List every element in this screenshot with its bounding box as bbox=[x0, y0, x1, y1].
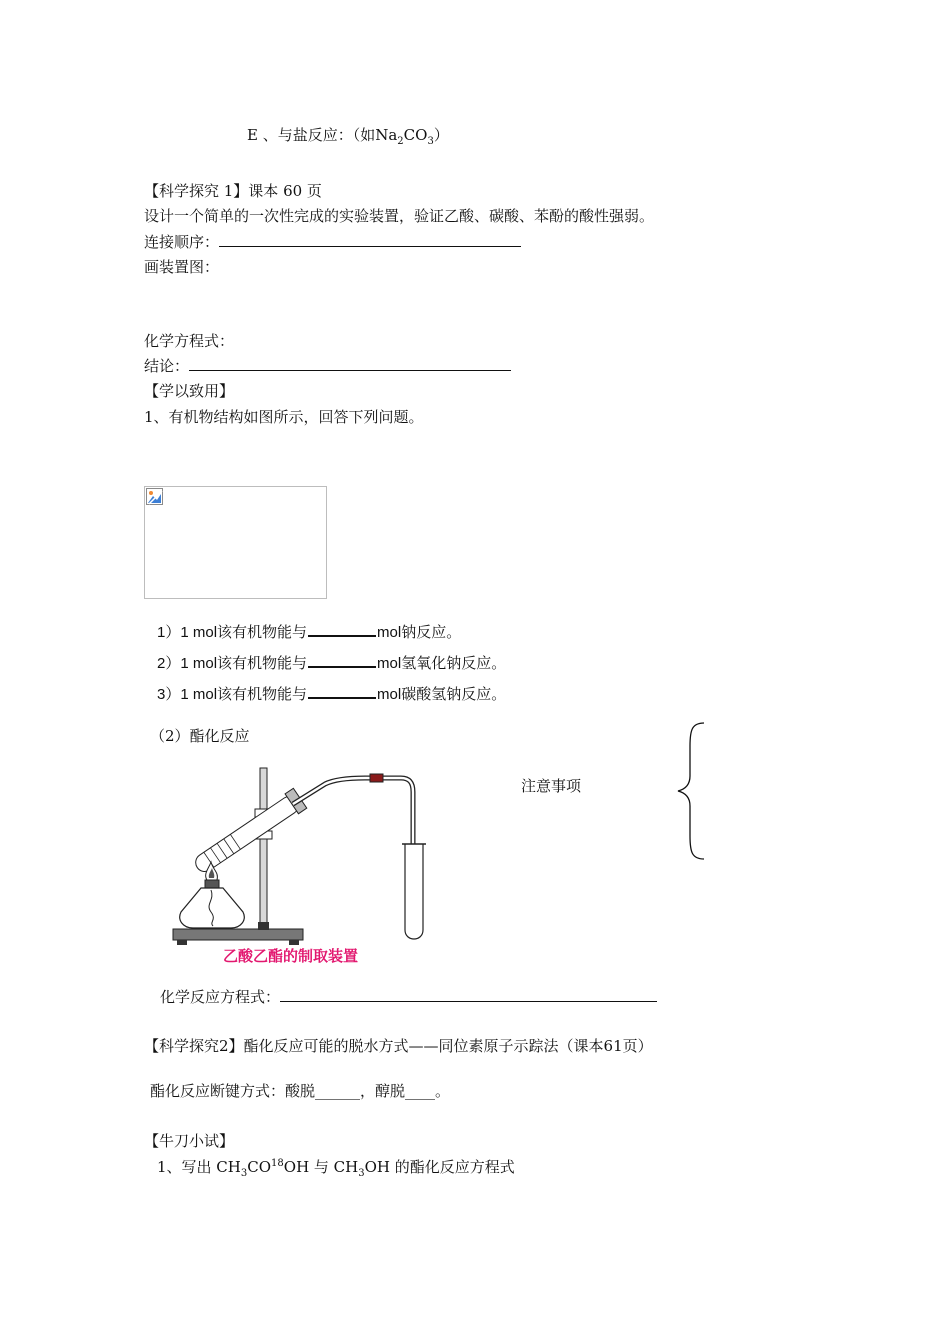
stand-foot-left bbox=[177, 940, 187, 945]
trial-sup-18: 18 bbox=[271, 1158, 284, 1169]
ester-equation-blank[interactable] bbox=[280, 1000, 657, 1002]
trial-q-suffix: OH 的酯化反应方程式 bbox=[364, 1158, 515, 1176]
formula-sub-3: 3 bbox=[427, 136, 434, 147]
draw-label: 画装置图： bbox=[144, 258, 220, 276]
conclusion-label: 结论： bbox=[144, 357, 190, 375]
apply-title: 【学以致用】 bbox=[144, 382, 235, 400]
formula-sub-2: 2 bbox=[397, 136, 404, 147]
equation-label: 化学方程式： bbox=[144, 332, 235, 350]
apparatus-caption: 乙酸乙酯的制取装置 bbox=[223, 948, 359, 965]
sub-question-3 bbox=[157, 683, 506, 704]
inquiry1-title: 【科学探究 1】课本 60 页 bbox=[144, 182, 322, 200]
rod-collar bbox=[258, 922, 269, 930]
bond-break-line bbox=[150, 1080, 450, 1101]
order-label: 连接顺序： bbox=[144, 233, 220, 251]
sub-question-2-prefix: 2）1 mol该有机物能与 bbox=[157, 655, 308, 672]
ester-equation-label: 化学反应方程式： bbox=[160, 988, 281, 1006]
receiving-test-tube bbox=[405, 844, 423, 939]
lamp-wick-holder bbox=[205, 880, 219, 888]
ester-equation-line bbox=[160, 986, 657, 1007]
sub-question-1-blank[interactable] bbox=[308, 634, 376, 637]
trial-oh-and: OH 与 CH bbox=[283, 1158, 359, 1176]
sub-question-3-prefix: 3）1 mol该有机物能与 bbox=[157, 686, 308, 703]
notes-brace bbox=[672, 720, 708, 862]
esterification-title: （2）酯化反应 bbox=[150, 727, 250, 745]
sub-question-2-suffix: mol氢氧化钠反应。 bbox=[377, 655, 507, 672]
conclusion-blank[interactable] bbox=[189, 369, 511, 371]
trial-sub-3b: 3 bbox=[358, 1168, 365, 1179]
paren-close: ） bbox=[433, 126, 449, 144]
broken-image-icon bbox=[146, 488, 163, 505]
ethyl-acetate-apparatus bbox=[165, 762, 435, 947]
sub-question-3-blank[interactable] bbox=[308, 696, 376, 699]
acid-blank[interactable]: ______ bbox=[315, 1082, 361, 1100]
inquiry2-title: 【科学探究2】酯化反应可能的脱水方式——同位素原子示踪法（课本61页） bbox=[144, 1037, 653, 1055]
structure-image-placeholder bbox=[144, 486, 327, 599]
trial-title: 【牛刀小试】 bbox=[144, 1132, 235, 1150]
alcohol-blank[interactable]: ____ bbox=[405, 1082, 436, 1100]
trial-question-1 bbox=[157, 1156, 515, 1179]
sub-question-3-suffix: mol碳酸氢钠反应。 bbox=[377, 686, 507, 703]
sub-question-2 bbox=[157, 652, 506, 673]
trial-sub-3: 3 bbox=[240, 1168, 248, 1179]
conclusion-line bbox=[144, 355, 511, 376]
formula-co: CO bbox=[403, 126, 428, 144]
order-line bbox=[144, 231, 521, 252]
salt-reaction-line bbox=[247, 124, 449, 147]
stand-rod bbox=[260, 768, 267, 926]
sub-question-1-suffix: mol钠反应。 bbox=[377, 624, 462, 641]
reaction-test-tube bbox=[191, 788, 307, 877]
sub-question-2-blank[interactable] bbox=[308, 665, 376, 668]
inquiry1-task: 设计一个简单的一次性完成的实验装置，验证乙酸、碳酸、苯酚的酸性强弱。 bbox=[144, 207, 655, 225]
salt-reaction-label: E 、与盐反应：（如 bbox=[247, 126, 376, 144]
bond-break-end: 。 bbox=[435, 1082, 451, 1100]
delivery-tube bbox=[293, 778, 413, 848]
bond-break-mid: ，醇脱 bbox=[360, 1082, 406, 1100]
sub-question-1-prefix: 1）1 mol该有机物能与 bbox=[157, 624, 308, 641]
bond-break-prefix: 酯化反应断键方式：酸脱 bbox=[150, 1082, 316, 1100]
rubber-joint bbox=[370, 774, 383, 782]
trial-co: CO bbox=[247, 1158, 272, 1176]
order-blank[interactable] bbox=[219, 245, 521, 247]
apply-question-1: 1、有机物结构如图所示，回答下列问题。 bbox=[144, 408, 424, 426]
trial-q-prefix: 1、写出 CH bbox=[157, 1158, 241, 1176]
sub-question-1 bbox=[157, 621, 461, 642]
formula-na: Na bbox=[375, 126, 398, 144]
notes-label: 注意事项 bbox=[521, 777, 582, 795]
stand-base bbox=[173, 929, 303, 940]
